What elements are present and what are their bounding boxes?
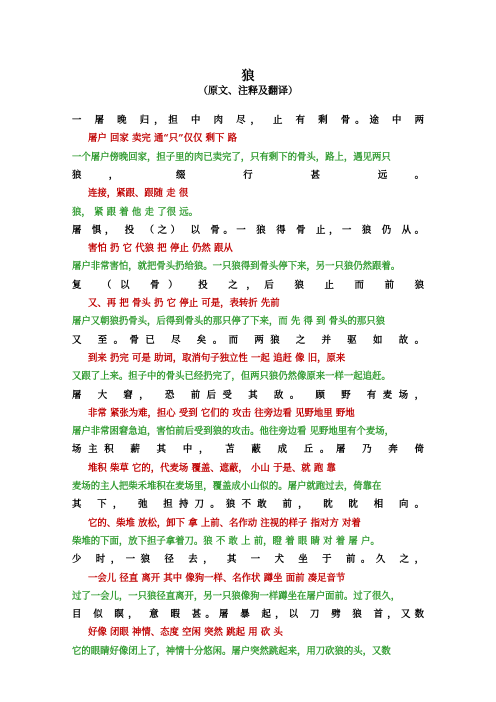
original-line: 其 下， 弛 担持刀。狼不敢 前， 眈 眈 相 向。 [72,499,424,511]
document-subtitle: （原文、注释及翻译） [198,86,298,97]
original-line: 又 至。骨已 尽 矣。而 两狼 之 并 驱 如 故。 [72,334,424,346]
original-line: 场主积 薪 其 中， 苫 蔽 成 丘。屠 乃 奔 倚 [72,444,424,456]
annotation-line: 堆积 柴草 它的，代麦场 覆盖、遮蔽， 小山 于是、就 跑 靠 [88,462,336,474]
annotation-line: 好像 闭眼 神情、态度 空闲 突然 跳起 用 砍 头 [88,627,283,639]
original-line: 狼， 缀 行 甚 远。 [72,169,424,181]
translation-line: 屠户非常困窘急迫，害怕前后受到狼的攻击。他往旁边看 见野地里有个麦场， [72,426,395,438]
translation-line: 又跟了上来。担子中的骨头已经扔完了，但两只狼仍然像原来一样一起追赶。 [72,371,391,383]
translation-line: 柴堆的下面，放下担子拿着刀。狼 不 敢 上 前，瞪 着 眼 睛 对 着 屠 户。 [72,535,380,547]
original-line: 少 时，一狼 径 去， 其 一 犬 坐 于 前。久 之， [72,554,424,566]
annotation-line: 害怕 扔 它 代狼 把 停止 仍然 跟从 [88,243,233,255]
annotation-line: 一会儿 径直 离开 其中 像狗一样、名作状 蹲坐 面前 凑足音节 [88,572,346,584]
translation-line: 狼， 紧 跟 着 他 走 了很 远。 [72,206,198,218]
original-line: 屠 大 窘， 恐 前后受 其 敌。 顾 野 有麦场， [72,389,424,401]
original-line: 目 似 瞑， 意 暇 甚。屠 暴 起，以 刀 劈 狼 首，又数 [72,609,424,621]
original-line: 一 屠 晚 归，担 中 肉 尽， 止 有 剩 骨。途 中 两 [72,115,424,126]
translation-line: 屠户又朝狼扔骨头，后得到骨头的那只停了下来，而 先 得 到 骨头的那只狼 [72,316,386,328]
original-line: 复 （以 骨） 投 之，后 狼 止 而 前 狼 [72,279,424,291]
original-line: 屠 惧， 投 （之） 以 骨。一 狼 得 骨 止，一 狼 仍 从。 [72,224,424,236]
document-title: 狼 [241,69,255,84]
translation-line: 麦场的主人把柴禾堆积在麦场里，覆盖成小山似的。屠户就跑过去，倚靠在 [72,481,382,492]
translation-line: 它的眼睛好像闭上了，神情十分悠闲。屠户突然跳起来，用刀砍狼的头，又数 [72,645,391,657]
annotation-line: 到来 扔完 可是 助词，取消句子独立性 一起 追赶 像 旧，原来 [88,352,346,364]
translation-line: 屠户非常害怕，就把骨头扔给狼。一只狼得到骨头停下来，另一只狼仍然跟着。 [72,261,401,273]
annotation-line: 它的、柴堆 放松，卸下 拿 上前、名作动 注视的样子 指对方 对着 [88,517,361,529]
annotation-line: 连接，紧跟、跟随 走 很 [88,188,189,200]
translation-line: 一个屠户傍晚回家，担子里的肉已卖完了，只有剩下的骨头，路上，遇见两只 [72,151,391,163]
annotation-line: 又、再 把 骨头 扔 它 停止 可是，表转折 先前 [88,298,280,309]
annotation-line: 屠户 回家 卖完 通“只”仅仅 剩下 路 [88,133,237,145]
annotation-line: 非常 紧张为难，担心 受到 它们的 攻击 往旁边看 见野地里 野地 [88,407,355,419]
translation-line: 过了一会儿，一只狼径直离开，另一只狼像狗一样蹲坐在屠户面前。过了很久， [72,590,401,602]
